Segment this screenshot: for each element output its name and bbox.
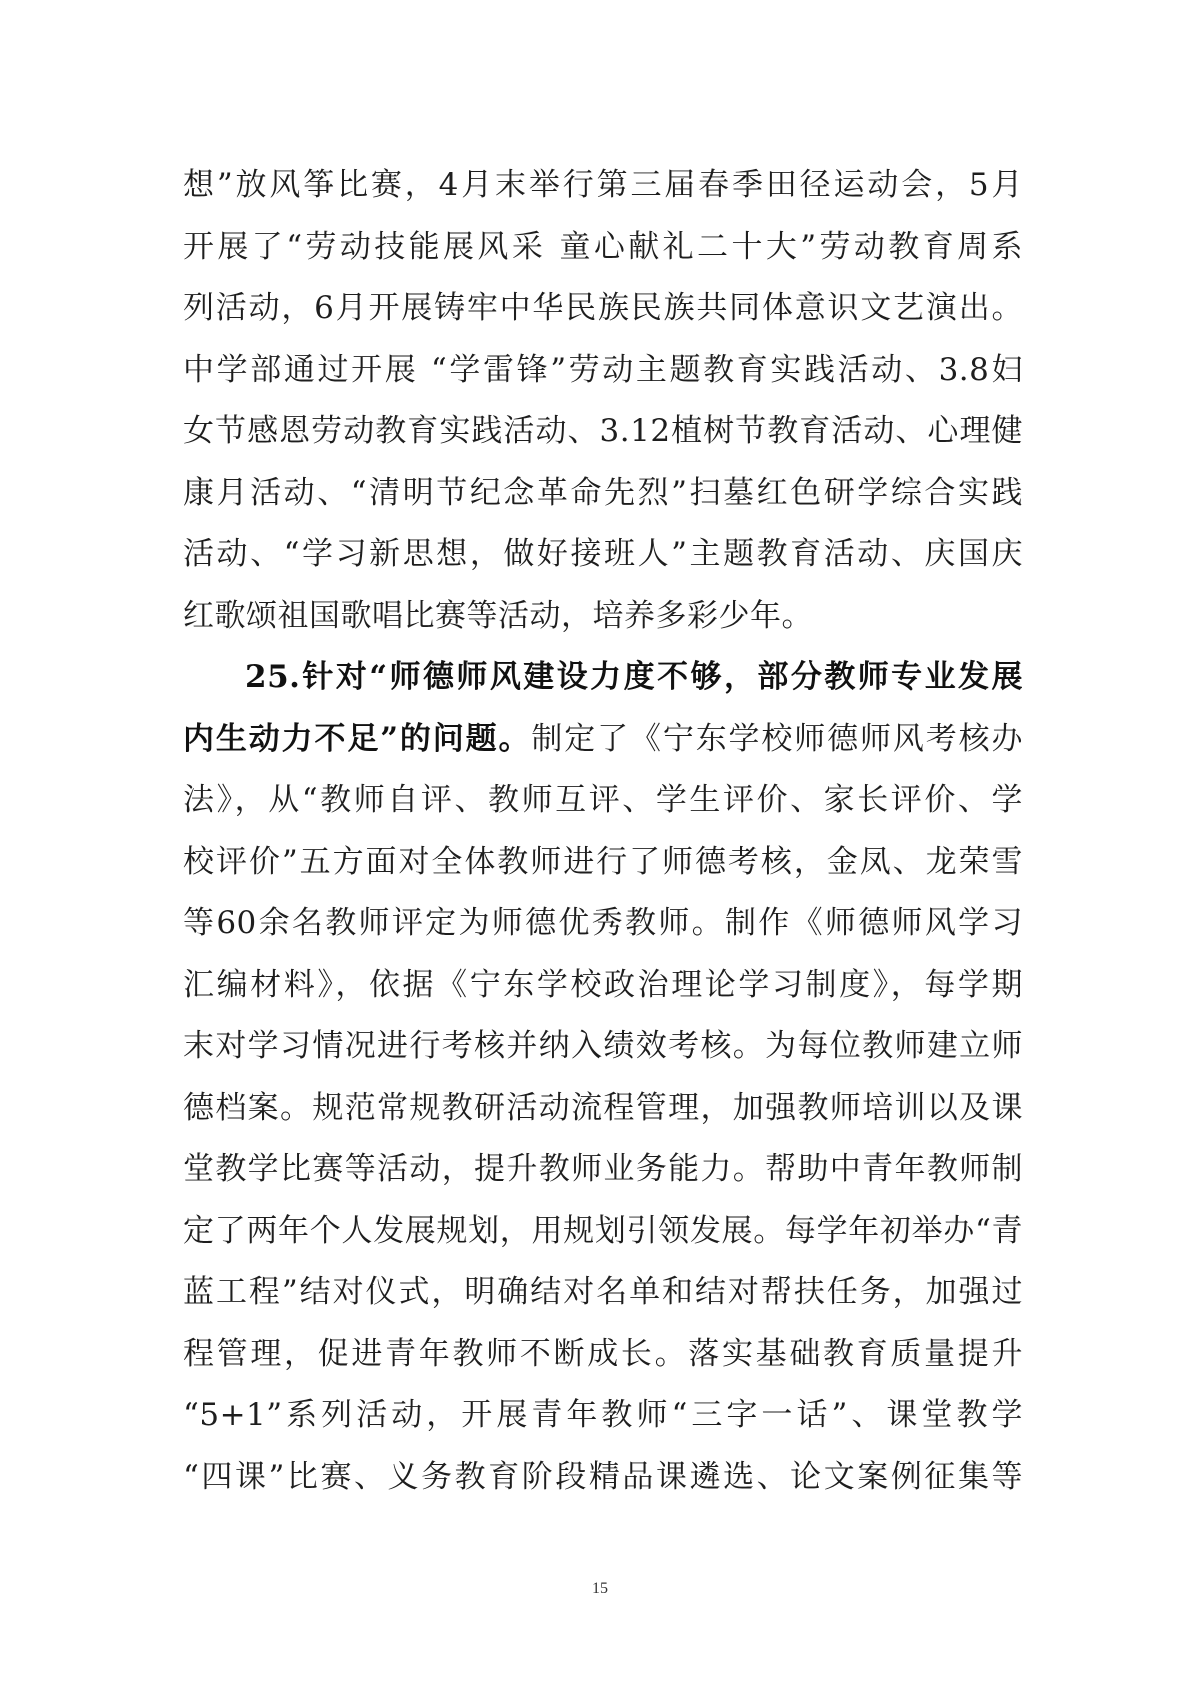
paragraph-line: 想”放风筝比赛，4月末举行第三届春季田径运动会，5月	[183, 167, 1023, 203]
paragraph-line: 末对学习情况进行考核并纳入绩效考核。为每位教师建立师	[183, 1028, 1023, 1064]
section-heading-line: 25.针对“师德师风建设力度不够，部分教师专业发展	[245, 659, 1023, 695]
paragraph-line: 康月活动、“清明节纪念革命先烈”扫墓红色研学综合实践	[183, 474, 1023, 511]
paragraph-line: 程管理，促进青年教师不断成长。落实基础教育质量提升	[183, 1335, 1023, 1372]
body-text	[183, 155, 1023, 1508]
paragraph-line: 堂教学比赛等活动，提升教师业务能力。帮助中青年教师制	[183, 1151, 1023, 1187]
section-text: 制定了《宁东学校师德师风考核办	[531, 720, 1023, 757]
paragraph-line: 开展了“劳动技能展风采 童心献礼二十大”劳动教育周系	[183, 228, 1023, 265]
paragraph-line: “5+1”系列活动，开展青年教师“三字一话”、课堂教学	[183, 1397, 1023, 1433]
paragraph-line: 法》，从“教师自评、教师互评、学生评价、家长评价、学	[183, 782, 1023, 818]
paragraph-line: 中学部通过开展 “学雷锋”劳动主题教育实践活动、3.8妇	[183, 351, 1023, 388]
paragraph-line: 等60余名教师评定为师德优秀教师。制作《师德师风学习	[183, 905, 1023, 941]
paragraph-line: 校评价”五方面对全体教师进行了师德考核，金凤、龙荣雪	[183, 843, 1023, 880]
section-heading-end: 内生动力不足”的问题。	[183, 720, 532, 757]
paragraph-line: 活动、“学习新思想，做好接班人”主题教育活动、庆国庆	[183, 536, 1023, 572]
paragraph-line: “四课”比赛、义务教育阶段精品课遴选、论文案例征集等	[183, 1458, 1023, 1495]
paragraph-line: 定了两年个人发展规划，用规划引领发展。每学年初举办“青	[183, 1212, 1023, 1249]
paragraph-line: 列活动，6月开展铸牢中华民族民族共同体意识文艺演出。	[183, 290, 1023, 326]
paragraph-line: 汇编材料》，依据《宁东学校政治理论学习制度》，每学期	[183, 966, 1023, 1003]
paragraph-line: 红歌颂祖国歌唱比赛等活动，培养多彩少年。	[183, 597, 813, 634]
paragraph-line: 女节感恩劳动教育实践活动、3.12植树节教育活动、心理健	[183, 413, 1023, 449]
page-number: 15	[592, 1580, 608, 1597]
section-heading-line-2	[183, 709, 1023, 771]
paragraph-line: 德档案。规范常规教研活动流程管理，加强教师培训以及课	[183, 1089, 1023, 1126]
paragraph-line: 蓝工程”结对仪式，明确结对名单和结对帮扶任务，加强过	[183, 1274, 1023, 1310]
